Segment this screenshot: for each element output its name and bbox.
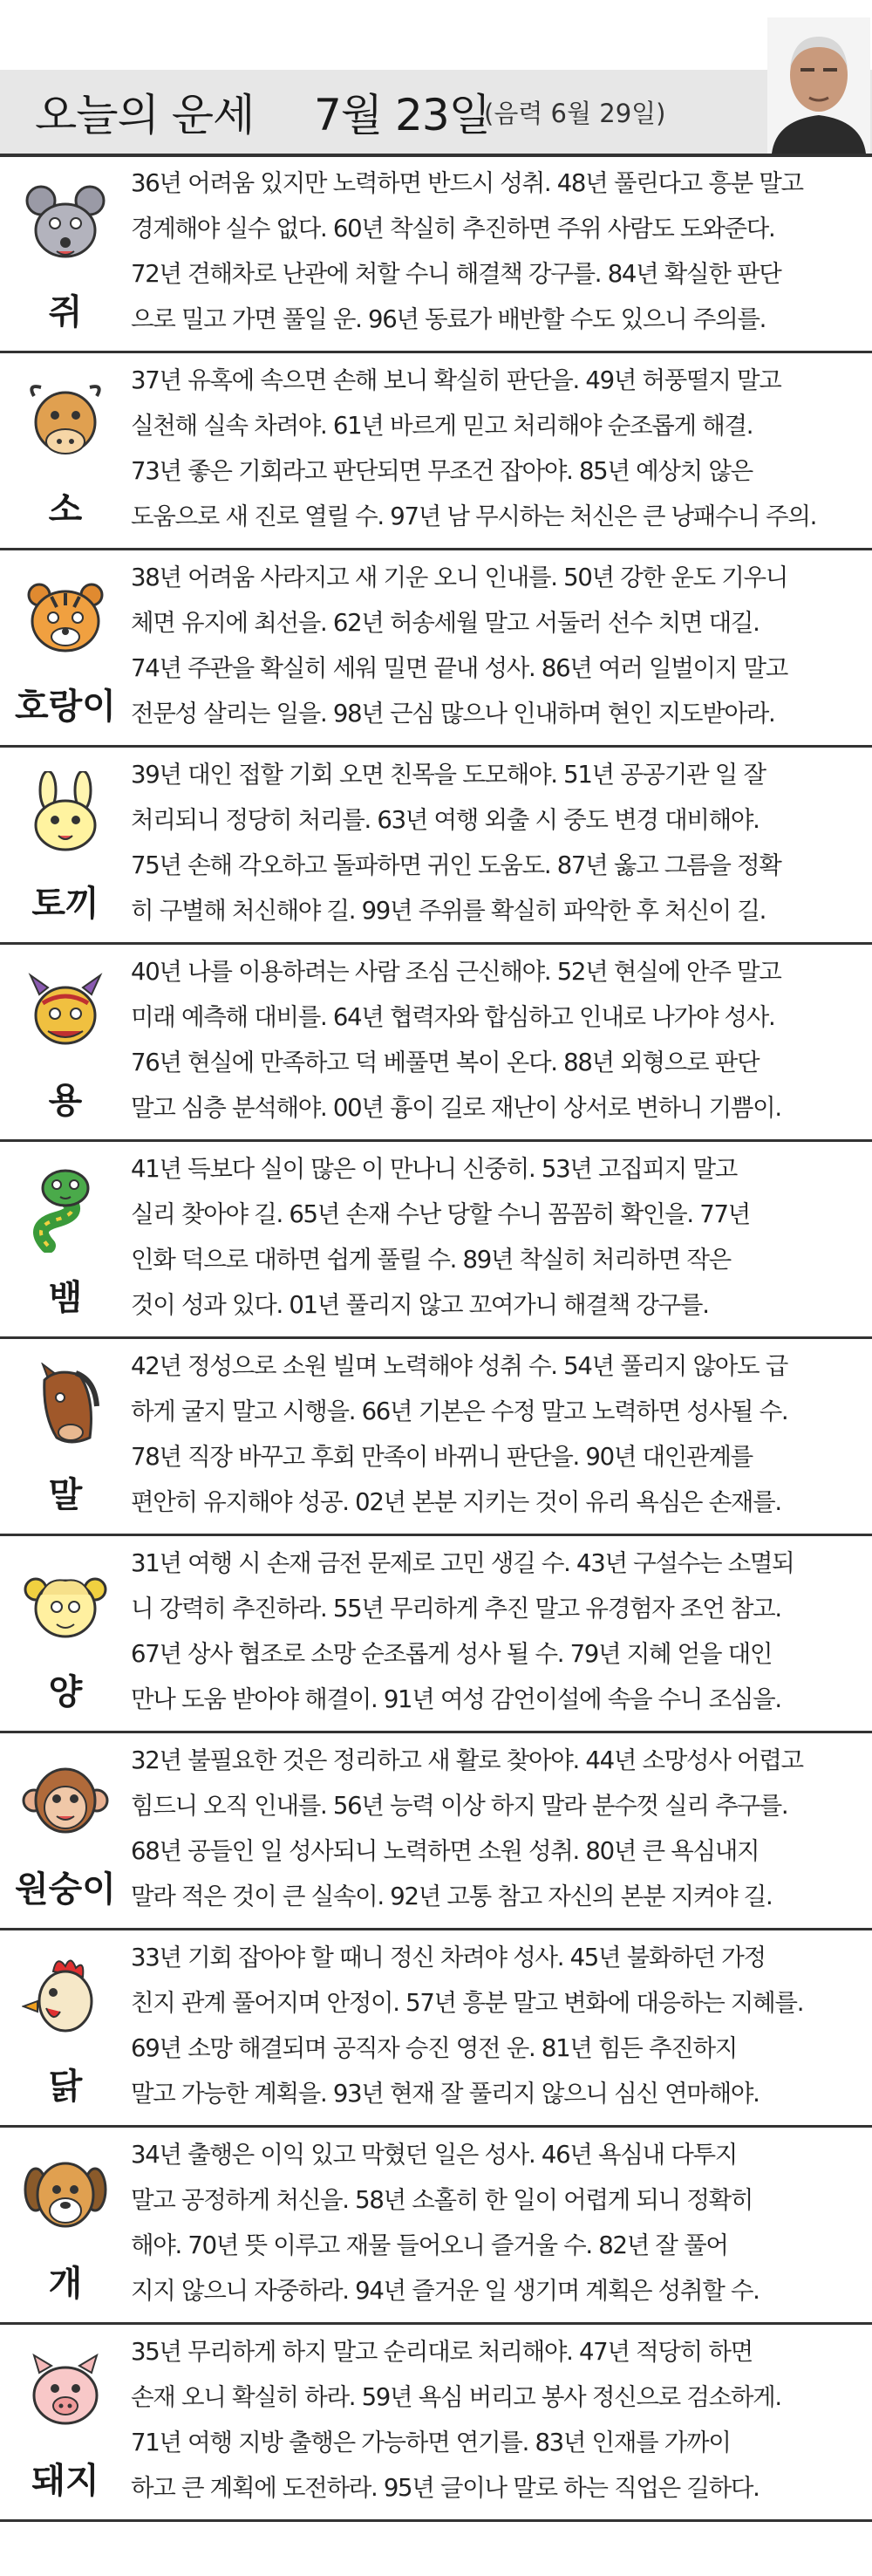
header xyxy=(0,0,872,154)
fortune-line: 실리 찾아야 길. 65년 손재 수난 당할 수니 꼼꼼히 확인을. 77년 xyxy=(131,1200,750,1228)
fortune-text xyxy=(131,949,855,1131)
fortune-line: 36년 어려움 있지만 노력하면 반드시 성취. 48년 풀린다고 흥분 말고 xyxy=(131,169,803,197)
fortune-line: 67년 상사 협조로 소망 순조롭게 성사 될 수. 79년 지혜 얻을 대인 xyxy=(131,1640,773,1668)
animal-label: 뱀 xyxy=(48,1278,83,1318)
animal-label: 말 xyxy=(48,1475,83,1515)
fortune-line: 75년 손해 각오하고 돌파하면 귀인 도움도. 87년 옳고 그름을 정확 xyxy=(131,851,781,879)
fortune-line: 힘드니 오직 인내를. 56년 능력 이상 하지 말라 분수껏 실리 추구를. xyxy=(131,1792,788,1820)
fortune-line: 74년 주관을 확실히 세워 밀면 끝내 성사. 86년 여러 일벌이지 말고 xyxy=(131,654,787,682)
rabbit-icon xyxy=(22,771,109,858)
snake-icon xyxy=(22,1165,109,1253)
fortune-line: 31년 여행 시 손재 금전 문제로 고민 생길 수. 43년 구설수는 소멸되 xyxy=(131,1549,794,1577)
zodiac-row-snake xyxy=(0,1139,872,1339)
monkey-icon xyxy=(22,1757,109,1844)
page-title: 오늘의 운세 xyxy=(35,90,255,140)
fortune-text xyxy=(131,555,855,736)
fortune-line: 실천해 실속 차려야. 61년 바르게 믿고 처리해야 순조롭게 해결. xyxy=(131,412,753,440)
fortune-line: 으로 밀고 가면 풀일 운. 96년 동료가 배반할 수도 있으니 주의를. xyxy=(131,305,766,333)
fortune-text xyxy=(131,752,855,933)
columnist-portrait xyxy=(767,17,870,154)
rat-icon xyxy=(22,180,109,267)
fortune-line: 만나 도움 받아야 해결이. 91년 여성 감언이설에 속을 수니 조심을. xyxy=(131,1685,781,1713)
fortune-line: 33년 기회 잡아야 할 때니 정신 차려야 성사. 45년 불화하던 가정 xyxy=(131,1944,766,1971)
animal-cell xyxy=(0,351,131,548)
horse-icon xyxy=(22,1363,109,1450)
fortune-line: 말고 공정하게 처신을. 58년 소홀히 한 일이 어렵게 되니 정확히 xyxy=(131,2186,753,2214)
zodiac-row-dog xyxy=(0,2125,872,2325)
fortune-line: 32년 불필요한 것은 정리하고 새 활로 찾아야. 44년 소망성사 어렵고 xyxy=(131,1746,803,1774)
zodiac-row-rat xyxy=(0,154,872,353)
fortune-text xyxy=(131,1738,855,1919)
fortune-line: 니 강력히 추진하라. 55년 무리하게 추진 말고 유경험자 조언 참고. xyxy=(131,1595,781,1623)
fortune-line: 38년 어려움 사라지고 새 기운 오니 인내를. 50년 강한 운도 기우니 xyxy=(131,564,787,591)
fortune-line: 지지 않으니 자중하라. 94년 즐거운 일 생기며 계획은 성취할 수. xyxy=(131,2277,760,2305)
animal-cell xyxy=(0,548,131,745)
fortune-line: 손재 오니 확실히 하라. 59년 욕심 버리고 봉사 정신으로 검소하게. xyxy=(131,2383,781,2411)
fortune-line: 39년 대인 접할 기회 오면 친목을 도모해야. 51년 공공기관 일 잘 xyxy=(131,761,766,789)
tiger-icon xyxy=(22,574,109,661)
lunar-date-label: (음력 6월 29일) xyxy=(484,99,666,128)
animal-cell xyxy=(0,1139,131,1336)
animal-label: 닭 xyxy=(48,2067,83,2107)
fortune-line: 해야. 70년 뜻 이루고 재물 들어오니 즐거울 수. 82년 잘 풀어 xyxy=(131,2231,728,2259)
animal-label: 양 xyxy=(48,1672,83,1712)
fortune-text xyxy=(131,1146,855,1328)
fortune-line: 35년 무리하게 하지 말고 순리대로 처리해야. 47년 적당히 하면 xyxy=(131,2338,753,2366)
fortune-line: 37년 유혹에 속으면 손해 보니 확실히 판단을. 49년 허풍떨지 말고 xyxy=(131,366,781,394)
fortune-line: 인화 덕으로 대하면 쉽게 풀릴 수. 89년 착실히 처리하면 작은 xyxy=(131,1246,731,1274)
fortune-text xyxy=(131,1935,855,2116)
animal-cell xyxy=(0,745,131,942)
zodiac-row-tiger xyxy=(0,548,872,748)
zodiac-row-rabbit xyxy=(0,745,872,945)
fortune-line: 76년 현실에 만족하고 덕 베풀면 복이 온다. 88년 외형으로 판단 xyxy=(131,1049,760,1076)
fortune-line: 것이 성과 있다. 01년 풀리지 않고 꼬여가니 해결책 강구를. xyxy=(131,1291,709,1319)
dragon-icon xyxy=(22,968,109,1056)
animal-label: 개 xyxy=(48,2264,83,2304)
fortune-line: 42년 정성으로 소원 빌며 노력해야 성취 수. 54년 풀리지 않아도 급 xyxy=(131,1352,787,1380)
animal-cell xyxy=(0,942,131,1139)
fortune-line: 69년 소망 해결되며 공직자 승진 영전 운. 81년 힘든 추진하지 xyxy=(131,2034,738,2062)
fortune-line: 말고 가능한 계획을. 93년 현재 잘 풀리지 않으니 심신 연마해야. xyxy=(131,2080,760,2108)
fortune-line: 체면 유지에 최선을. 62년 허송세월 말고 서둘러 선수 치면 대길. xyxy=(131,609,760,637)
animal-cell xyxy=(0,1336,131,1534)
animal-cell xyxy=(0,1731,131,1928)
zodiac-row-pig xyxy=(0,2322,872,2522)
ox-icon xyxy=(22,377,109,464)
zodiac-row-dragon xyxy=(0,942,872,1142)
zodiac-row-monkey xyxy=(0,1731,872,1930)
fortune-line: 미래 예측해 대비를. 64년 협력자와 합심하고 인내로 나가야 성사. xyxy=(131,1003,775,1031)
fortune-line: 편안히 유지해야 성공. 02년 본분 지키는 것이 유리 욕심은 손재를. xyxy=(131,1488,781,1516)
fortune-line: 처리되니 정당히 처리를. 63년 여행 외출 시 중도 변경 대비해야. xyxy=(131,806,760,834)
animal-cell xyxy=(0,1534,131,1731)
animal-label: 소 xyxy=(48,489,83,530)
fortune-line: 친지 관계 풀어지며 안정이. 57년 흥분 말고 변화에 대응하는 지혜를. xyxy=(131,1989,804,2017)
zodiac-row-ox xyxy=(0,351,872,550)
fortune-text xyxy=(131,161,855,342)
fortune-line: 72년 견해차로 난관에 처할 수니 해결책 강구를. 84년 확실한 판단 xyxy=(131,260,781,288)
dog-icon xyxy=(22,2151,109,2238)
fortune-line: 41년 득보다 실이 많은 이 만나니 신중히. 53년 고집피지 말고 xyxy=(131,1155,738,1183)
animal-cell xyxy=(0,2322,131,2519)
fortune-line: 경계해야 실수 없다. 60년 착실히 추진하면 주위 사람도 도와준다. xyxy=(131,215,775,243)
zodiac-row-horse xyxy=(0,1336,872,1536)
animal-label: 호랑이 xyxy=(15,687,116,727)
fortune-line: 73년 좋은 기회라고 판단되면 무조건 잡아야. 85년 예상치 않은 xyxy=(131,457,753,485)
animal-label: 쥐 xyxy=(48,292,83,332)
rooster-icon xyxy=(22,1954,109,2041)
fortune-line: 말고 심층 분석해야. 00년 흉이 길로 재난이 상서로 변하니 기쁨이. xyxy=(131,1094,781,1122)
fortune-line: 전문성 살리는 일을. 98년 근심 많으나 인내하며 현인 지도받아라. xyxy=(131,700,775,728)
fortune-text xyxy=(131,1343,855,1525)
fortune-text xyxy=(131,2132,855,2313)
date-label: 7월 23일 xyxy=(314,90,490,140)
fortune-line: 78년 직장 바꾸고 후회 만족이 바뀌니 판단을. 90년 대인관계를 xyxy=(131,1443,753,1471)
animal-cell xyxy=(0,154,131,351)
fortune-line: 34년 출행은 이익 있고 막혔던 일은 성사. 46년 욕심내 다투지 xyxy=(131,2141,738,2169)
animal-label: 토끼 xyxy=(31,884,99,924)
fortune-line: 68년 공들인 일 성사되니 노력하면 소원 성취. 80년 큰 욕심내지 xyxy=(131,1837,760,1865)
pig-icon xyxy=(22,2348,109,2436)
fortune-line: 도움으로 새 진로 열릴 수. 97년 남 무시하는 처신은 큰 낭패수니 주의. xyxy=(131,502,817,530)
fortune-line: 히 구별해 처신해야 길. 99년 주위를 확실히 파악한 후 처신이 길. xyxy=(131,897,766,925)
animal-cell xyxy=(0,1928,131,2125)
animal-label: 용 xyxy=(48,1081,83,1121)
animal-label: 원숭이 xyxy=(15,1869,116,1910)
zodiac-row-sheep xyxy=(0,1534,872,1733)
fortune-text xyxy=(131,358,855,539)
fortune-line: 말라 적은 것이 큰 실속이. 92년 고통 참고 자신의 본분 지켜야 길. xyxy=(131,1882,773,1910)
fortune-line: 하고 큰 계획에 도전하라. 95년 글이나 말로 하는 직업은 길하다. xyxy=(131,2474,760,2502)
sheep-icon xyxy=(22,1560,109,1647)
fortune-line: 71년 여행 지방 출행은 가능하면 연기를. 83년 인재를 가까이 xyxy=(131,2429,731,2456)
animal-label: 돼지 xyxy=(31,2461,99,2501)
fortune-text xyxy=(131,2329,855,2511)
fortune-line: 하게 굴지 말고 시행을. 66년 기본은 수정 말고 노력하면 성사될 수. xyxy=(131,1397,788,1425)
animal-cell xyxy=(0,2125,131,2322)
fortune-text xyxy=(131,1541,855,1722)
fortune-line: 40년 나를 이용하려는 사람 조심 근신해야. 52년 현실에 안주 말고 xyxy=(131,958,781,986)
zodiac-row-rooster xyxy=(0,1928,872,2128)
